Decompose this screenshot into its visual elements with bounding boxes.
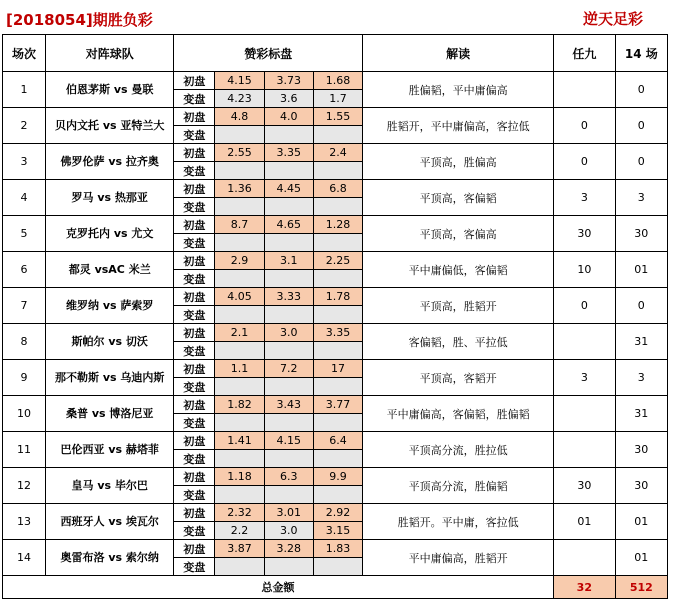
match-teams: 桑普 vs 博洛尼亚 [46,396,174,432]
initial-label: 初盘 [174,180,215,198]
changed-odds-cell [215,450,264,468]
issue-title: [2018054]期胜负彩 [6,11,153,29]
r14-pick: 31 [615,324,667,360]
changed-label: 变盘 [174,126,215,144]
initial-label: 初盘 [174,144,215,162]
match-number: 12 [3,468,46,504]
initial-odds-cell: 4.15 [264,432,313,450]
changed-odds-cell [313,270,362,288]
changed-odds-cell [264,162,313,180]
r9-pick: 30 [554,216,616,252]
r9-pick: 3 [554,180,616,216]
changed-label: 变盘 [174,450,215,468]
changed-odds-cell [215,414,264,432]
initial-odds-cell: 1.36 [215,180,264,198]
changed-odds-cell [215,558,264,576]
changed-odds-cell [264,306,313,324]
initial-odds-cell: 9.9 [313,468,362,486]
initial-label: 初盘 [174,540,215,558]
match-teams: 都灵 vsAC 米兰 [46,252,174,288]
r9-pick [554,396,616,432]
changed-odds-cell [264,414,313,432]
match-teams: 罗马 vs 热那亚 [46,180,174,216]
changed-odds-cell [264,198,313,216]
initial-odds-cell: 4.8 [215,108,264,126]
initial-odds-cell: 2.4 [313,144,362,162]
initial-odds-cell: 3.33 [264,288,313,306]
changed-odds-cell [313,414,362,432]
initial-label: 初盘 [174,216,215,234]
initial-odds-cell: 1.28 [313,216,362,234]
match-teams: 维罗纳 vs 萨索罗 [46,288,174,324]
initial-odds-cell: 3.1 [264,252,313,270]
table-row [3,288,668,306]
col-r14-header: 14 场 [615,35,667,72]
match-number: 10 [3,396,46,432]
interpretation: 胜韬开，平中庸偏高，客拉低 [363,108,554,144]
match-teams: 奥雷布洛 vs 索尔纳 [46,540,174,576]
initial-odds-cell: 3.01 [264,504,313,522]
col-r9-header: 任九 [554,35,616,72]
r14-pick: 3 [615,180,667,216]
r9-pick [554,432,616,468]
interpretation: 平中庸偏低，客偏韬 [363,252,554,288]
match-number: 14 [3,540,46,576]
r9-pick: 0 [554,144,616,180]
r14-pick: 30 [615,468,667,504]
interpretation: 平顶高，客偏韬 [363,180,554,216]
changed-odds-cell [264,486,313,504]
changed-odds-cell [264,342,313,360]
r14-pick: 0 [615,72,667,108]
changed-odds-cell [215,198,264,216]
initial-odds-cell: 1.83 [313,540,362,558]
initial-odds-cell: 2.32 [215,504,264,522]
initial-label: 初盘 [174,108,215,126]
initial-odds-cell: 1.41 [215,432,264,450]
r9-pick: 0 [554,288,616,324]
changed-odds-cell [264,126,313,144]
changed-odds-cell [215,306,264,324]
initial-odds-cell: 3.35 [313,324,362,342]
table-row [3,72,668,90]
initial-odds-cell: 1.18 [215,468,264,486]
initial-odds-cell: 3.28 [264,540,313,558]
match-number: 4 [3,180,46,216]
changed-odds-cell [313,234,362,252]
changed-odds-cell [215,270,264,288]
table-row [3,396,668,414]
changed-odds-cell [264,234,313,252]
initial-label: 初盘 [174,288,215,306]
match-teams: 伯恩茅斯 vs 曼联 [46,72,174,108]
initial-label: 初盘 [174,432,215,450]
table-body [3,72,668,576]
initial-odds-cell: 6.3 [264,468,313,486]
r14-pick: 30 [615,432,667,468]
r9-pick: 30 [554,468,616,504]
changed-odds-cell [215,342,264,360]
col-teams-header: 对阵球队 [46,35,174,72]
changed-odds-cell [215,162,264,180]
r9-pick: 3 [554,360,616,396]
changed-odds-cell: 3.15 [313,522,362,540]
initial-odds-cell: 6.8 [313,180,362,198]
match-teams: 佛罗伦萨 vs 拉齐奥 [46,144,174,180]
match-number: 5 [3,216,46,252]
interpretation: 平顶高，胜偏高 [363,144,554,180]
title-bar [0,0,673,34]
interpretation: 平中庸偏高，客偏韬，胜偏韬 [363,396,554,432]
table-row [3,108,668,126]
match-number: 13 [3,504,46,540]
match-number: 11 [3,432,46,468]
match-number: 3 [3,144,46,180]
col-no-header: 场次 [3,35,46,72]
changed-label: 变盘 [174,90,215,108]
changed-odds-cell [215,378,264,396]
initial-label: 初盘 [174,504,215,522]
initial-odds-cell: 1.1 [215,360,264,378]
table-row [3,360,668,378]
initial-odds-cell: 2.1 [215,324,264,342]
r9-pick [554,540,616,576]
initial-odds-cell: 7.2 [264,360,313,378]
match-teams: 贝内文托 vs 亚特兰大 [46,108,174,144]
interpretation: 平顶高，客韬开 [363,360,554,396]
table-row [3,144,668,162]
lottery-table [2,34,668,599]
changed-odds-cell [313,306,362,324]
changed-label: 变盘 [174,306,215,324]
initial-odds-cell: 2.92 [313,504,362,522]
total-label: 总金额 [3,576,554,599]
changed-odds-cell [264,378,313,396]
initial-odds-cell: 3.73 [264,72,313,90]
initial-odds-cell: 1.55 [313,108,362,126]
brand-title: 逆天足彩 [582,10,643,28]
match-teams: 克罗托内 vs 尤文 [46,216,174,252]
changed-odds-cell [313,378,362,396]
changed-label: 变盘 [174,342,215,360]
initial-label: 初盘 [174,324,215,342]
interpretation: 平中庸偏高，胜韬开 [363,540,554,576]
changed-label: 变盘 [174,234,215,252]
match-teams: 皇马 vs 毕尔巴 [46,468,174,504]
initial-label: 初盘 [174,468,215,486]
r14-pick: 01 [615,252,667,288]
match-number: 9 [3,360,46,396]
r14-pick: 3 [615,360,667,396]
interpretation: 客偏韬，胜、平拉低 [363,324,554,360]
total-r9: 32 [554,576,616,599]
r9-pick: 01 [554,504,616,540]
changed-label: 变盘 [174,558,215,576]
changed-odds-cell: 3.0 [264,522,313,540]
r14-pick: 01 [615,504,667,540]
table-row [3,540,668,558]
total-row [3,576,668,599]
initial-odds-cell: 2.55 [215,144,264,162]
initial-label: 初盘 [174,252,215,270]
total-r14: 512 [615,576,667,599]
header-row [3,35,668,72]
match-number: 8 [3,324,46,360]
changed-odds-cell [215,234,264,252]
initial-odds-cell: 2.9 [215,252,264,270]
interpretation: 平顶高分流，胜拉低 [363,432,554,468]
changed-odds-cell: 3.6 [264,90,313,108]
initial-odds-cell: 3.43 [264,396,313,414]
r14-pick: 0 [615,144,667,180]
col-odds-header: 赞彩标盘 [174,35,363,72]
initial-odds-cell: 17 [313,360,362,378]
match-number: 1 [3,72,46,108]
table-row [3,504,668,522]
initial-odds-cell: 4.0 [264,108,313,126]
changed-odds-cell [215,126,264,144]
r9-pick [554,324,616,360]
initial-odds-cell: 4.15 [215,72,264,90]
initial-label: 初盘 [174,72,215,90]
interpretation: 胜偏韬，平中庸偏高 [363,72,554,108]
initial-odds-cell: 3.77 [313,396,362,414]
r14-pick: 31 [615,396,667,432]
changed-odds-cell [313,342,362,360]
match-number: 7 [3,288,46,324]
match-teams: 那不勒斯 vs 乌迪内斯 [46,360,174,396]
match-teams: 斯帕尔 vs 切沃 [46,324,174,360]
initial-label: 初盘 [174,396,215,414]
interpretation: 平顶高，胜韬开 [363,288,554,324]
initial-odds-cell: 4.05 [215,288,264,306]
changed-odds-cell [313,198,362,216]
table-row [3,432,668,450]
initial-odds-cell: 3.0 [264,324,313,342]
initial-odds-cell: 1.68 [313,72,362,90]
initial-label: 初盘 [174,360,215,378]
changed-label: 变盘 [174,270,215,288]
r9-pick [554,72,616,108]
interpretation: 平顶高分流，胜偏韬 [363,468,554,504]
changed-label: 变盘 [174,522,215,540]
interpretation: 胜韬开。平中庸，客拉低 [363,504,554,540]
changed-label: 变盘 [174,378,215,396]
r14-pick: 0 [615,288,667,324]
table-row [3,180,668,198]
r9-pick: 0 [554,108,616,144]
initial-odds-cell: 4.45 [264,180,313,198]
changed-odds-cell [264,270,313,288]
changed-label: 变盘 [174,414,215,432]
initial-odds-cell: 1.82 [215,396,264,414]
r14-pick: 01 [615,540,667,576]
col-interp-header: 解读 [363,35,554,72]
initial-odds-cell: 3.35 [264,144,313,162]
table-row [3,324,668,342]
match-number: 6 [3,252,46,288]
changed-label: 变盘 [174,198,215,216]
changed-odds-cell [313,126,362,144]
r14-pick: 30 [615,216,667,252]
changed-label: 变盘 [174,486,215,504]
changed-odds-cell [313,450,362,468]
table-row [3,468,668,486]
changed-odds-cell: 4.23 [215,90,264,108]
initial-odds-cell: 1.78 [313,288,362,306]
changed-odds-cell [313,558,362,576]
interpretation: 平顶高，客偏高 [363,216,554,252]
match-teams: 西班牙人 vs 埃瓦尔 [46,504,174,540]
changed-odds-cell: 2.2 [215,522,264,540]
initial-odds-cell: 4.65 [264,216,313,234]
match-number: 2 [3,108,46,144]
initial-odds-cell: 2.25 [313,252,362,270]
changed-odds-cell [264,558,313,576]
changed-odds-cell [264,450,313,468]
r9-pick: 10 [554,252,616,288]
changed-odds-cell: 1.7 [313,90,362,108]
changed-odds-cell [313,162,362,180]
match-teams: 巴伦西亚 vs 赫塔菲 [46,432,174,468]
table-row [3,216,668,234]
initial-odds-cell: 3.87 [215,540,264,558]
table-row [3,252,668,270]
changed-odds-cell [313,486,362,504]
changed-odds-cell [215,486,264,504]
initial-odds-cell: 6.4 [313,432,362,450]
changed-label: 变盘 [174,162,215,180]
r14-pick: 0 [615,108,667,144]
initial-odds-cell: 8.7 [215,216,264,234]
